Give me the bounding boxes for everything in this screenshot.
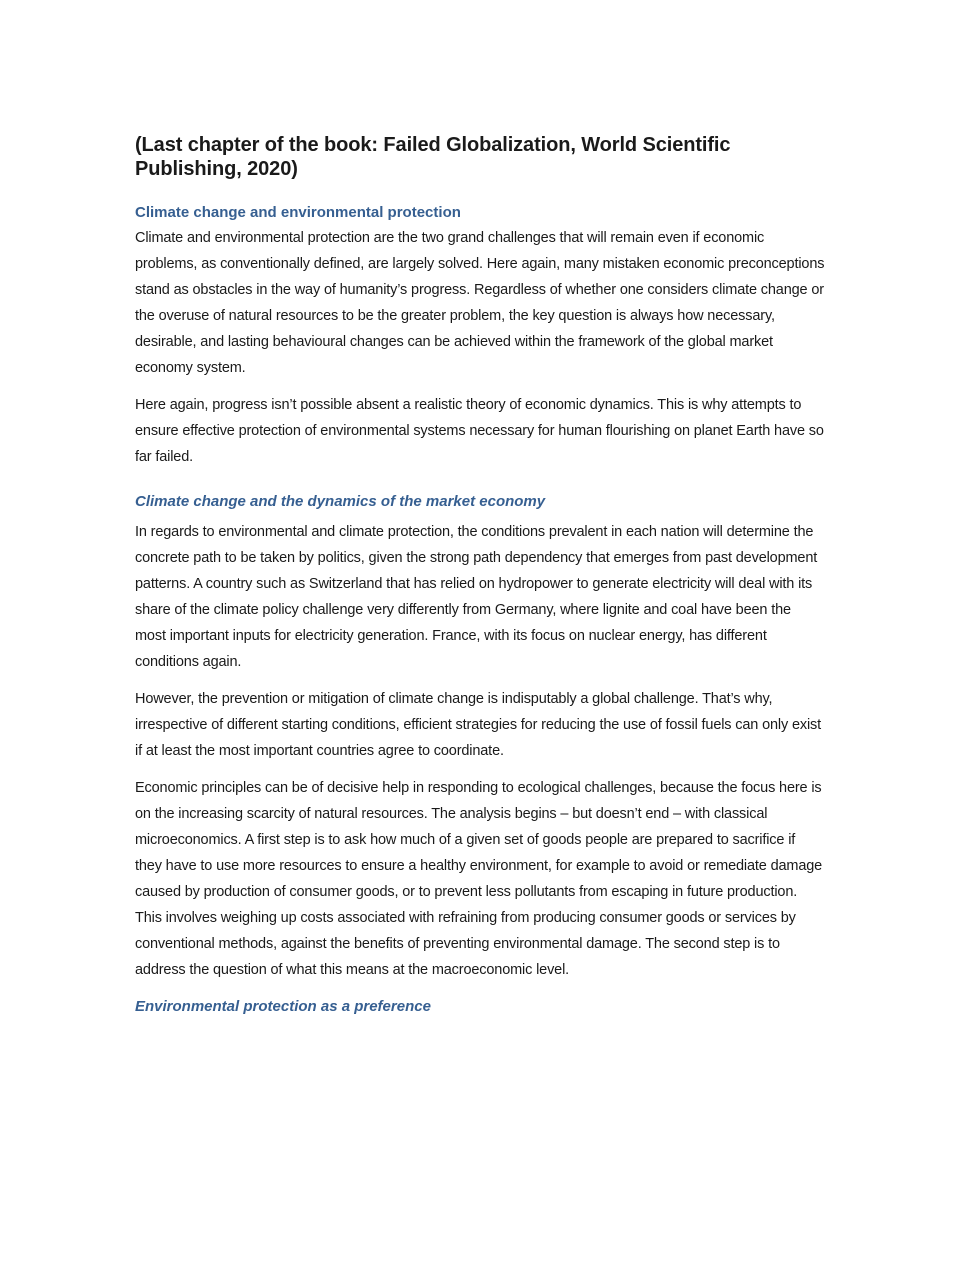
document-title: (Last chapter of the book: Failed Globalization, World Scientific Publishing, 2020): [135, 134, 731, 180]
paragraph: However, the prevention or mitigation of climate change is indisputably a global challenge. That’s why, irrespective of different starting conditions, efficient strategies for reducing the use of fossil fuels can only exist if at least the most important countries agree to coordinate.: [135, 691, 822, 759]
section-heading-environmental-preference: Environmental protection as a preference: [135, 998, 431, 1015]
paragraph: Economic principles can be of decisive help in responding to ecological challenges, because the focus here is on the increasing scarcity of natural resources. The analysis begins – but doesn’t end – with classical microeconomics. A first step is to ask how much of a given set of goods people are prepared to sacrifice if they have to use more resources to ensure a healthy environment, for example to avoid or remediate damage caused by production of consumer goods, or to prevent less pollutants from escaping in future production. This involves weighing up costs associated with refraining from producing consumer goods or services by conventional methods, against the benefits of preventing environmental damage. The second step is to address the question of what this means at the macroeconomic level.: [135, 780, 823, 978]
section-heading-climate-environment: Climate change and environmental protection: [135, 204, 461, 221]
document-page: [135, 133, 825, 1017]
paragraph: In regards to environmental and climate protection, the conditions prevalent in each nation will determine the concrete path to be taken by politics, given the strong path dependency that emerges from past development patterns. A country such as Switzerland that has relied on hydropower to generate electricity will deal with its share of the climate policy challenge very differently from Germany, where lignite and coal have been the most important inputs for electricity generation. France, with its focus on nuclear energy, has different conditions again.: [135, 524, 818, 670]
paragraph: Climate and environmental protection are the two grand challenges that will remain even if economic problems, as conventionally defined, are largely solved. Here again, many mistaken economic preconceptions stand as obstacles in the way of humanity’s progress. Regardless of whether one considers climate change or the overuse of natural resources to be the greater problem, the key question is always how necessary, desirable, and lasting behavioural changes can be achieved within the framework of the global market economy system.: [135, 230, 825, 376]
section-heading-market-dynamics: Climate change and the dynamics of the market economy: [135, 493, 546, 510]
paragraph: Here again, progress isn’t possible absent a realistic theory of economic dynamics. This is why attempts to ensure effective protection of environmental systems necessary for human flourishing on planet Earth have so far failed.: [135, 397, 824, 465]
